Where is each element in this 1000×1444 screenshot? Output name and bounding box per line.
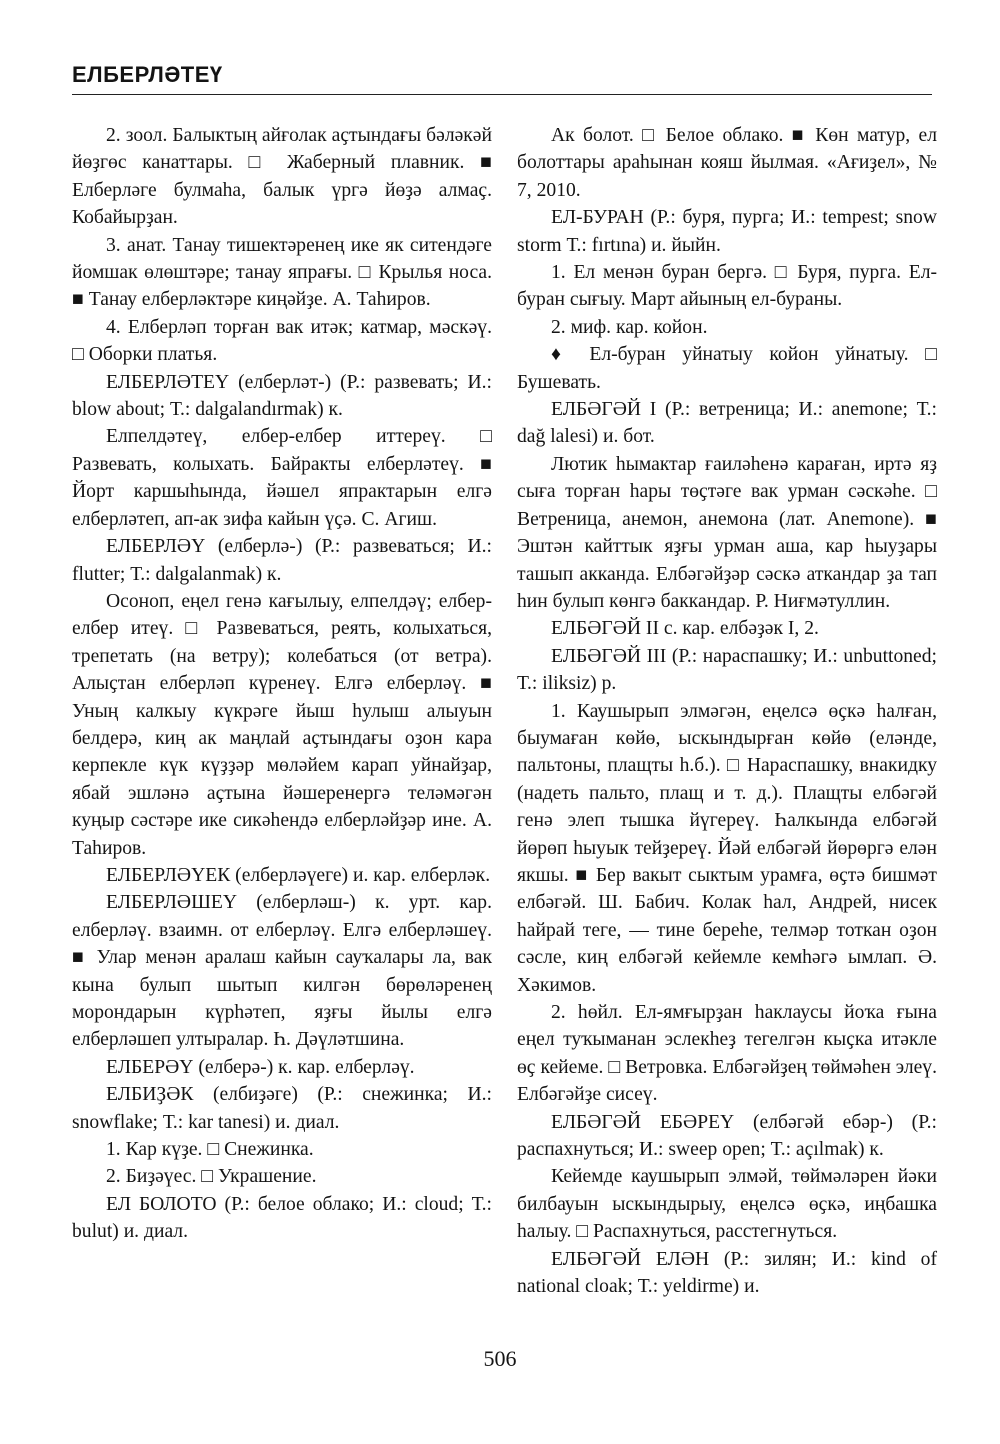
entry-headword-paragraph: ЕЛБЕРЛƏШЕҮ (елберләш-) к. урт. кар. елберләү. взаимн. от елберләү. Елгә елберләшеү. ■ Улар менән аралаш кайын сауҡалары ла, вак кына булып шытып килгән бөрөләренең морондарын күрһәтеп, яҙғы йылы елгә елберләшеп ултыралар. Һ. Дәүләтшина. — [72, 892, 492, 1051]
entry-paragraph: 2. миф. кар. койон. — [551, 316, 708, 338]
entry-paragraph: Кейемде каушырып элмәй, төймәләрен йәки билбауын ыскындырыу, еңелсә өҫкә, иңбашка һалыу. □ Распахнуться, расстегнуться. — [517, 1166, 937, 1243]
entry-headword-paragraph: ЕЛБЕРЛƏҮ (елберлә-) (Р.: развеваться; И.: flutter; Т.: dalgalanmak) к. — [72, 536, 492, 585]
entry-paragraph: 4. Елберләп торған вак итәк; катмар, мәскәү. □ Оборки платья. — [72, 316, 492, 366]
entry-headword-paragraph: ЕЛБƏГƏЙ I (Р.: ветреница; И.: anemone; Т.: dağ lalesi) и. бот. — [517, 399, 937, 448]
entry-headword-paragraph: ЕЛБИҘƏК (елбиҙәге) (Р.: снежинка; И.: snowflake; Т.: kar tanesi) и. диал. — [72, 1084, 492, 1133]
entry-paragraph: Осоноп, еңел генә кағылыу, елпелдәү; елбер-елбер итеү. □ Развеваться, реять, колыхаться, трепетать (на ветру); колебаться (от ветра). Алыҫтан елберләп күренеү. Елгә елберләү. ■ Уның калкыу күкрәге йыш һулыш алыуын белдерә, киң ак маңлай аҫтындағы оҙон кара керпекле күк күҙҙәр мөләйем карап уйнайҙар, ябай эшләнә аҫтына йәшеренергә теләмәгән куңыр сәстәре ике сикәһендә елберләйҙәр ине. А. Таһиров. — [72, 590, 492, 859]
entry-paragraph: 2. Биҙәүес. □ Украшение. — [106, 1166, 317, 1188]
entry-headword-paragraph: ЕЛБЕРЛƏҮЕК (елберләүеге) и. кар. елберләк. — [106, 864, 491, 886]
entry-paragraph: 2. һөйл. Ел-ямғырҙан һаклаусы йоҡа ғына еңел туҡыманан эслекһеҙ тегелгән кыҫка итәкле өҫ кейеме. □ Ветровка. Елбәгәйҙең төймәһен элеү. Елбәгәйҙе сисеү. — [517, 1002, 937, 1106]
entry-headword-paragraph: ЕЛБƏГƏЙ ЕБƏРЕҮ (елбәгәй ебәр-) (Р.: распахнуться; И.: sweep open; Т.: açılmak) к. — [517, 1111, 937, 1161]
entry-paragraph: ♦ Ел-буран уйнатыу койон уйнатыу. □ Бушевать. — [517, 344, 937, 393]
entry-headword-paragraph: ЕЛБƏГƏЙ III (Р.: нараспашку; И.: unbuttoned; Т.: iliksiz) р. — [517, 645, 937, 695]
entry-headword-paragraph: ЕЛБƏГƏЙ II с. кар. елбәҙәк I, 2. — [551, 618, 819, 640]
header-title: ЕЛБЕРЛƏТЕҮ — [72, 62, 223, 87]
entry-headword-paragraph: ЕЛ-БУРАН (Р.: буря, пурга; И.: tempest; snow storm Т.: fırtına) и. йыйн. — [517, 207, 937, 256]
entry-paragraph: 2. зоол. Балыктың айғолак аҫтындағы бәләкәй йөҙгөс канаттары. □ Жаберный плавник. ■ Елберләге булмаһа, балык үргә йөҙә алмаҫ. Кобайырҙан. — [72, 125, 492, 229]
entry-headword-paragraph: ЕЛ БОЛОТО (Р.: белое облако; И.: cloud; Т.: bulut) и. диал. — [72, 1193, 492, 1243]
entry-paragraph: 1. Кар күҙе. □ Снежинка. — [106, 1139, 314, 1161]
entry-paragraph: 1. Ел менән буран бергә. □ Буря, пурга. Ел-буран сығыу. Март айының ел-бураны. — [517, 262, 937, 311]
running-header — [72, 62, 932, 95]
entry-paragraph: Лютик һымактар ғаиләһенә караған, иртә яҙ сыға торған һары төҫтәге вак урман сәскәһе. □ Ветреница, анемон, анемона (лат. Anemone). ■ Эштән кайттык яҙғы урман аша, кар һыуҙары ташып акканда. Елбәгәйҙәр сәскә аткандар ҙа тап һин булып көнгә баккандар. Р. Ниғмәтуллин. — [517, 453, 937, 612]
entry-paragraph: Ак болот. □ Белое облако. ■ Көн матур, ел болоттары араһынан кояш йылмая. «Ағиҙел», № 7, 2010. — [517, 125, 937, 201]
entry-headword-paragraph: ЕЛБЕРƏҮ (елберә-) к. кар. елберләү. — [106, 1056, 415, 1078]
left-column — [72, 122, 492, 1246]
page-number: 506 — [483, 1346, 517, 1371]
entry-headword-paragraph: ЕЛБƏГƏЙ ЕЛƏН (Р.: зилян; И.: kind of national cloak; Т.: yeldirme) и. — [517, 1248, 937, 1298]
entry-headword-paragraph: ЕЛБЕРЛƏТЕҮ (елберләт-) (Р.: развевать; И.: blow about; Т.: dalgalandırmak) к. — [72, 371, 492, 421]
entry-paragraph: 1. Каушырып элмәгән, еңелсә өҫкә һалған, быумаған көйө, ыскындырған көйө (еләнде, пальтоны, плащты һ.б.). □ Нараспашку, внакидку (надеть пальто, плащ и т. д.). Плащты елбәгәй генә элеп тышка йүгереү. Һалкында елбәгәй йөрөп һыуык тейҙереү. Йәй елбәгәй йөрөргә елән якшы. ■ Бер вакыт сыктым урамға, өҫтә бишмәт елбәгәй. Ш. Бабич. Колак һал, Андрей, нисек һайрай теге, — тине береһе, телмәр тоткан оҙон сәсле, киң елбәгәй кейемле кемһәгә ымлап. Ә. Хәкимов. — [517, 700, 937, 996]
right-column — [517, 122, 937, 1300]
entry-paragraph: Елпелдәтеү, елбер-елбер иттереү. □ Развевать, колыхать. Байракты елберләтеү. ■ Йорт каршыһында, йәшел япрактарын елгә елберләтеп, ап-ак зифа кайын үҫә. С. Агиш. — [72, 426, 492, 530]
entry-paragraph: 3. анат. Танау тишектәренең ике як ситендәге йомшак өлөштәре; танау япрағы. □ Крылья носа. ■ Танау елберләктәре киңәйҙе. А. Таһиров. — [72, 234, 492, 311]
